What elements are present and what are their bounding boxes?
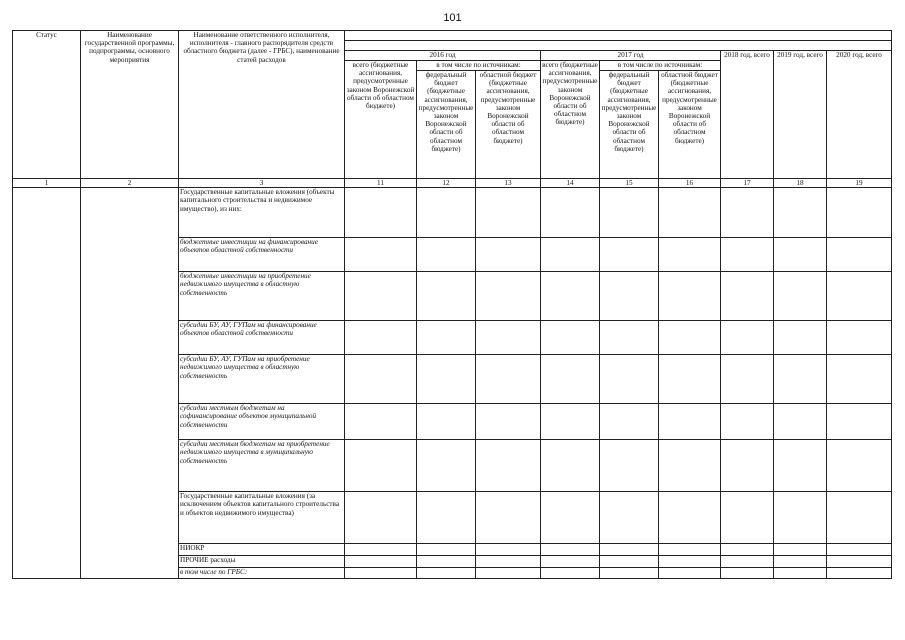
header-2020: 2020 год, всего — [827, 51, 892, 179]
header-year-2016: 2016 год — [345, 51, 541, 61]
column-number: 12 — [417, 179, 476, 188]
column-number: 16 — [659, 179, 721, 188]
row-label: ПРОЧИЕ расходы — [179, 556, 345, 568]
row-label: НИОКР — [179, 544, 345, 556]
column-number: 14 — [541, 179, 600, 188]
row-label: Государственные капитальные вложения (объекты капитального строительства и недвижимое имущество), из них: — [179, 188, 345, 238]
column-number: 17 — [721, 179, 774, 188]
header-2016-regional: областной бюджет (бюджетные ассигнования, предусмотренные законом Воронежской области об областном бюджете) — [476, 71, 541, 179]
header-executor: Наименование ответственного исполнителя, исполнителя - главного распорядителя средств областного бюджета (далее - ГРБС), наименование статей расходов — [179, 31, 345, 179]
header-2017-regional: областной бюджет (бюджетные ассигнования, предусмотренные законом Воронежской области об областном бюджете) — [659, 71, 721, 179]
header-2017-federal: федеральный бюджет (бюджетные ассигнования, предусмотренные законом Воронежской области об областном бюджете) — [600, 71, 659, 179]
column-number: 18 — [774, 179, 827, 188]
header-blank-second — [345, 41, 892, 51]
column-number: 19 — [827, 179, 892, 188]
column-number: 3 — [179, 179, 345, 188]
column-number: 15 — [600, 179, 659, 188]
row-label: субсидии БУ, АУ, ГУПам на финансирование объектов областной собственности — [179, 321, 345, 355]
header-2017-total: всего (бюджетные ассигнования, предусмотренные законом Воронежской области об областном бюджете) — [541, 61, 600, 179]
header-status: Статус — [13, 31, 81, 179]
header-2019: 2019 год, всего — [774, 51, 827, 179]
column-number-row — [13, 179, 892, 188]
row-label: бюджетные инвестиции на приобретение недвижимого имущества в областную собственность — [179, 272, 345, 321]
row-label: субсидии местным бюджетам на приобретение недвижимого имущества в муниципальную собственность — [179, 440, 345, 492]
column-number: 13 — [476, 179, 541, 188]
column-number: 1 — [13, 179, 81, 188]
header-blank-top — [345, 31, 892, 41]
page-number: 101 — [443, 12, 462, 24]
header-2017-sources: в том числе по источникам: — [600, 61, 721, 71]
header-row-top — [13, 31, 892, 41]
header-2018: 2018 год, всего — [721, 51, 774, 179]
column-number: 11 — [345, 179, 417, 188]
header-2016-total: всего (бюджетные ассигнования, предусмотренные законом Воронежской области об областном бюджете) — [345, 61, 417, 179]
row-label: субсидии местным бюджетам на софинансирование объектов муниципальной собственности — [179, 404, 345, 440]
header-2016-federal: федеральный бюджет (бюджетные ассигнования, предусмотренные законом Воронежской области об областном бюджете) — [417, 71, 476, 179]
column-number: 2 — [81, 179, 179, 188]
row-label: Государственные капитальные вложения (за исключением объектов капитального строительства и объектов недвижимого имущества) — [179, 492, 345, 544]
header-2016-sources: в том числе по источникам: — [417, 61, 541, 71]
status-cell — [13, 188, 81, 579]
row-label: бюджетные инвестиции на финансирование объектов областной собственности — [179, 238, 345, 272]
header-year-2017: 2017 год — [541, 51, 721, 61]
row-label: субсидии БУ, АУ, ГУПам на приобретение недвижимого имущества в областную собственность — [179, 355, 345, 404]
budget-table — [12, 30, 892, 579]
header-program: Наименование государственной программы, подпрограммы, основного мероприятия — [81, 31, 179, 179]
table-row — [13, 188, 892, 238]
row-label: в том числе по ГРБС: — [179, 568, 345, 579]
program-cell — [81, 188, 179, 579]
